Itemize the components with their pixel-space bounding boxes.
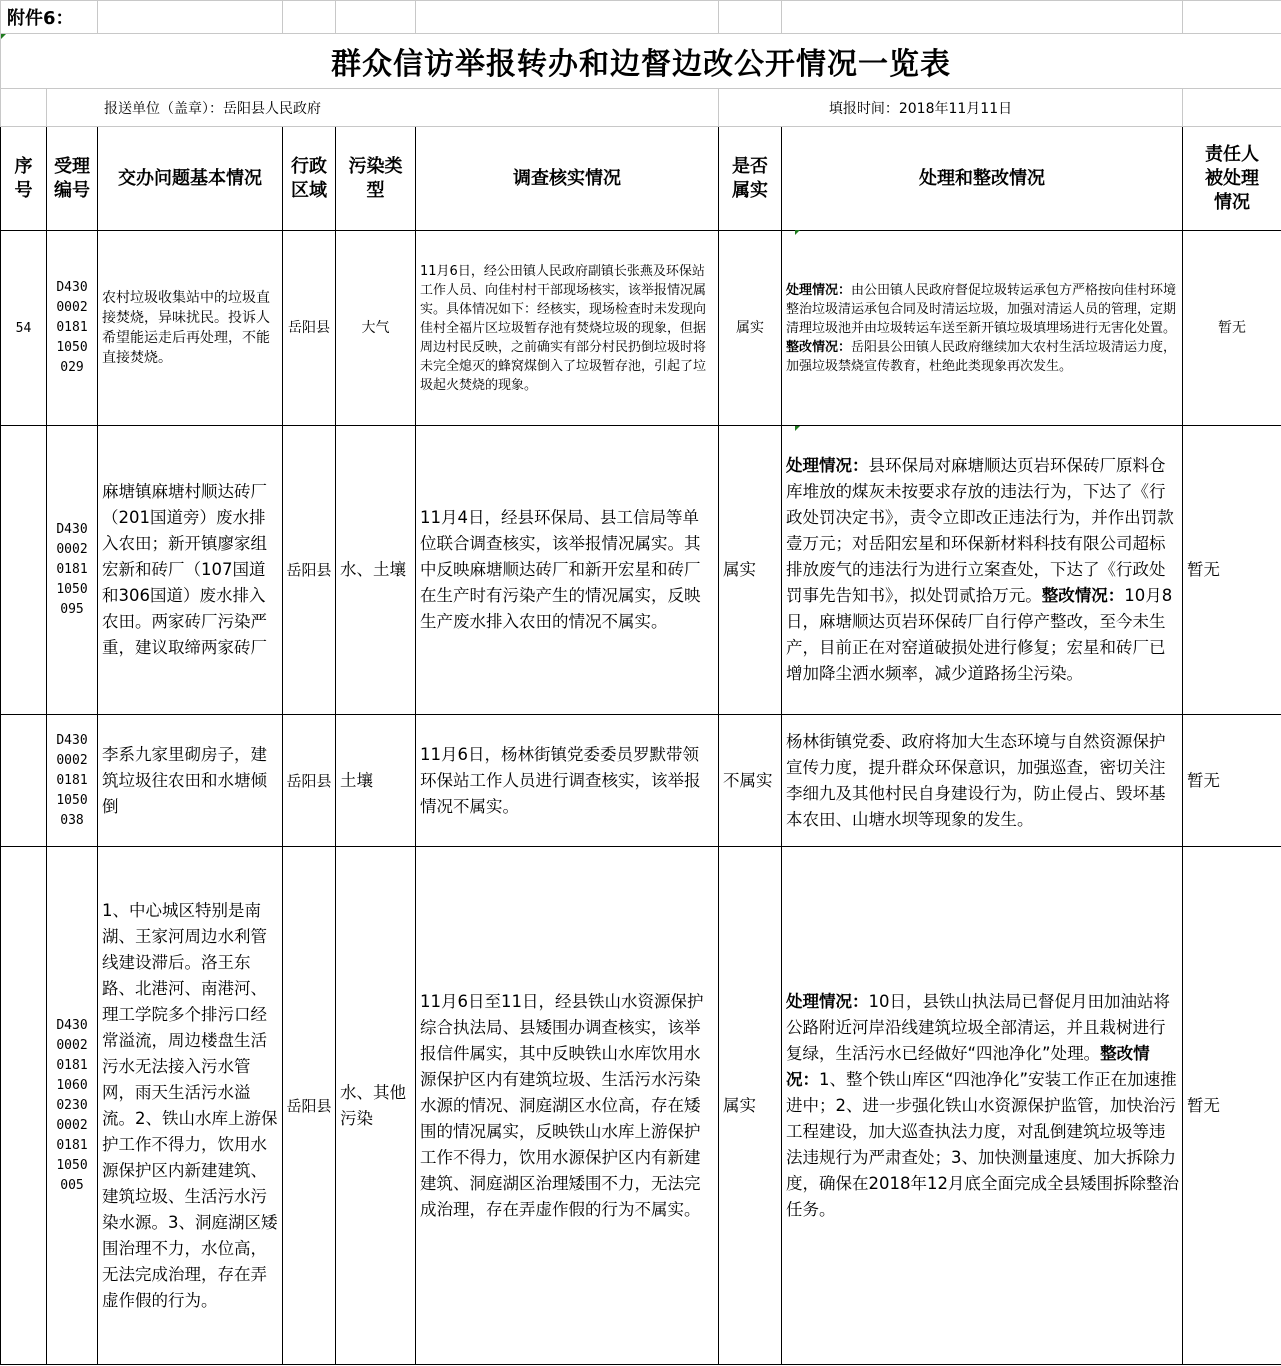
table-row bbox=[1, 847, 1281, 1365]
issue-cell[interactable]: 李系九家里砌房子，建筑垃圾往农田和水塘倾倒 bbox=[98, 715, 283, 847]
handling-cell[interactable]: 处理情况：10日，县铁山执法局已督促月田加油站将公路附近河岸沿线建筑垃圾全部清运，并且栽树进行复绿，生活污水已经做好“四池净化”处理。整改情况：1、整个铁山库区“四池净化”安装工作正在加速推进中；2、进一步强化铁山水资源保护监管，加快治污工程建设，加大巡查执法力度，对乱倒建筑垃圾等违法违规行为严肃查处；3、加快测量速度、加大拆除力度，确保在2018年12月底全面完成全县矮围拆除整治任务。 bbox=[782, 847, 1183, 1365]
header-case-id: 受理编号 bbox=[47, 127, 98, 231]
header-handling: 处理和整改情况 bbox=[782, 127, 1183, 231]
case-id-cell[interactable]: D430 0002 0181 1060 0230 0002 0181 1050 005 bbox=[47, 847, 98, 1365]
case-id-cell[interactable]: D430 0002 0181 1050 038 bbox=[47, 715, 98, 847]
verified-cell[interactable]: 不属实 bbox=[719, 715, 782, 847]
cell-marker-icon bbox=[795, 230, 800, 235]
investigation-cell[interactable]: 11月6日，经公田镇人民政府副镇长张燕及环保站工作人员、向佳村村干部现场核实，该举报情况属实。具体情况如下：经核实，现场检查时未发现向佳村全福片区垃圾暂存池有焚烧垃圾的现象，但据周边村民反映，之前确实有部分村民扔倒垃圾时将未完全熄灭的蜂窝煤倒入了垃圾暂存池，引起了垃圾起火焚烧的现象。 bbox=[416, 231, 719, 426]
header-seq: 序号 bbox=[1, 127, 47, 231]
district-cell[interactable]: 岳阳县 bbox=[283, 715, 336, 847]
cell[interactable] bbox=[1183, 89, 1281, 127]
rectification-label: 整改情况： bbox=[786, 339, 852, 355]
table-row bbox=[1, 231, 1281, 426]
header-investigation: 调查核实情况 bbox=[416, 127, 719, 231]
verified-cell[interactable]: 属实 bbox=[719, 231, 782, 426]
handling-cell[interactable]: 杨林街镇党委、政府将加大生态环境与自然资源保护宣传力度，提升群众环保意识，加强巡查，密切关注李细九及其他村民自身建设行为，防止侵占、毁坏基本农田、山塘水坝等现象的发生。 bbox=[782, 715, 1183, 847]
page-title: 群众信访举报转办和边督边改公开情况一览表 bbox=[1, 34, 1281, 89]
district-cell[interactable]: 岳阳县 bbox=[283, 426, 336, 715]
cell[interactable] bbox=[1183, 1, 1281, 34]
handling-cell[interactable]: 处理情况：由公田镇人民政府督促垃圾转运承包方严格按向佳村环境整治垃圾清运承包合同及时清运垃圾，加强对清运人员的管理，定期清理垃圾池并由垃圾转运车送至新开镇垃圾填埋场进行无害化处置。整改情况：岳阳县公田镇人民政府继续加大农村生活垃圾清运力度，加强垃圾禁烧宣传教育，杜绝此类现象再次发生。 bbox=[782, 231, 1183, 426]
issue-cell[interactable]: 农村垃圾收集站中的垃圾直接焚烧，异味扰民。投诉人希望能运走后再处理，不能直接焚烧。 bbox=[98, 231, 283, 426]
seq-cell[interactable] bbox=[1, 426, 47, 715]
case-id-cell[interactable]: D430 0002 0181 1050 095 bbox=[47, 426, 98, 715]
verified-cell[interactable]: 属实 bbox=[719, 847, 782, 1365]
header-accountability: 责任人被处理情况 bbox=[1183, 127, 1281, 231]
pollution-type-cell[interactable]: 土壤 bbox=[336, 715, 416, 847]
handling-label: 处理情况： bbox=[786, 456, 869, 475]
district-cell[interactable]: 岳阳县 bbox=[283, 847, 336, 1365]
handling-cell[interactable]: 处理情况：县环保局对麻塘顺达页岩环保砖厂原料仓库堆放的煤灰未按要求存放的违法行为，下达了《行政处罚决定书》，责令立即改正违法行为，并作出罚款壹万元；对岳阳宏星和环保新材料科技有限公司超标排放废气的违法行为进行立案查处，下达了《行政处罚事先告知书》，拟处罚贰拾万元。整改情况：10月8日，麻塘顺达页岩环保砖厂自行停产整改，至今未生产，目前正在对窑道破损处进行修复；宏星和砖厂已增加降尘洒水频率，减少道路扬尘污染。 bbox=[782, 426, 1183, 715]
table-row bbox=[1, 426, 1281, 715]
verified-cell[interactable]: 属实 bbox=[719, 426, 782, 715]
seq-cell[interactable]: 54 bbox=[1, 231, 47, 426]
title-row bbox=[1, 34, 1281, 89]
cell[interactable] bbox=[98, 1, 283, 34]
cell[interactable] bbox=[1, 89, 47, 127]
case-id-cell[interactable]: D430 0002 0181 1050 029 bbox=[47, 231, 98, 426]
accountability-cell[interactable]: 暂无 bbox=[1183, 715, 1281, 847]
cell[interactable] bbox=[719, 1, 782, 34]
cell[interactable] bbox=[336, 1, 416, 34]
investigation-cell[interactable]: 11月4日，经县环保局、县工信局等单位联合调查核实，该举报情况属实。其中反映麻塘顺达砖厂和新开宏星和砖厂在生产时有污染产生的情况属实，反映生产废水排入农田的情况不属实。 bbox=[416, 426, 719, 715]
cell[interactable] bbox=[782, 1, 1183, 34]
investigation-cell[interactable]: 11月6日，杨林街镇党委委员罗默带领环保站工作人员进行调查核实，该举报情况不属实。 bbox=[416, 715, 719, 847]
fill-date: 填报时间：2018年11月11日 bbox=[719, 89, 1183, 127]
handling-label: 处理情况： bbox=[786, 282, 852, 298]
reporting-unit: 报送单位（盖章）：岳阳县人民政府 bbox=[47, 89, 719, 127]
rectification-label: 整改情况： bbox=[1041, 586, 1125, 605]
accountability-cell[interactable]: 暂无 bbox=[1183, 847, 1281, 1365]
issue-cell[interactable]: 1、中心城区特别是南湖、王家河周边水利管线建设滞后。洛王东路、北港河、南港河、理工学院多个排污口经常溢流，周边楼盘生活污水无法接入污水管网，雨天生活污水溢流。2、铁山水库上游保护工作不得力，饮用水源保护区内新建建筑、建筑垃圾、生活污水污染水源。3、洞庭湖区矮围治理不力，水位高，无法完成治理，存在弄虚作假的行为。 bbox=[98, 847, 283, 1365]
header-issue: 交办问题基本情况 bbox=[98, 127, 283, 231]
accountability-cell[interactable]: 暂无 bbox=[1183, 231, 1281, 426]
meta-row bbox=[1, 89, 1281, 127]
cell[interactable] bbox=[283, 1, 336, 34]
district-cell[interactable]: 岳阳县 bbox=[283, 231, 336, 426]
seq-cell[interactable] bbox=[1, 715, 47, 847]
rectification-label: 整改情况： bbox=[786, 1043, 1150, 1089]
header-pollution-type: 污染类型 bbox=[336, 127, 416, 231]
investigation-cell[interactable]: 11月6日至11日，经县铁山水资源保护综合执法局、县矮围办调查核实，该举报信件属实，其中反映铁山水库饮用水源保护区内有建筑垃圾、生活污水污染水源的情况、洞庭湖区水位高，存在矮围的情况属实，反映铁山水库上游保护工作不得力，饮用水源保护区内有新建建筑、洞庭湖区治理矮围不力，无法完成治理，存在弄虚作假的行为不属实。 bbox=[416, 847, 719, 1365]
accountability-cell[interactable]: 暂无 bbox=[1183, 426, 1281, 715]
cell-marker-icon bbox=[795, 426, 800, 431]
pollution-type-cell[interactable]: 水、其他污染 bbox=[336, 847, 416, 1365]
header-district: 行政区域 bbox=[283, 127, 336, 231]
attachment-row bbox=[1, 1, 1281, 34]
header-row bbox=[1, 127, 1281, 231]
seq-cell[interactable] bbox=[1, 847, 47, 1365]
pollution-type-cell[interactable]: 水、土壤 bbox=[336, 426, 416, 715]
cell[interactable] bbox=[416, 1, 719, 34]
attachment-label: 附件6： bbox=[1, 1, 98, 34]
issue-cell[interactable]: 麻塘镇麻塘村顺达砖厂（201国道旁）废水排入农田；新开镇廖家组宏新和砖厂（107国道和306国道）废水排入农田。两家砖厂污染严重，建议取缔两家砖厂 bbox=[98, 426, 283, 715]
table-row bbox=[1, 715, 1281, 847]
handling-label: 处理情况： bbox=[786, 991, 869, 1011]
header-verified: 是否属实 bbox=[719, 127, 782, 231]
pollution-type-cell[interactable]: 大气 bbox=[336, 231, 416, 426]
cell-marker-icon bbox=[1, 34, 6, 39]
